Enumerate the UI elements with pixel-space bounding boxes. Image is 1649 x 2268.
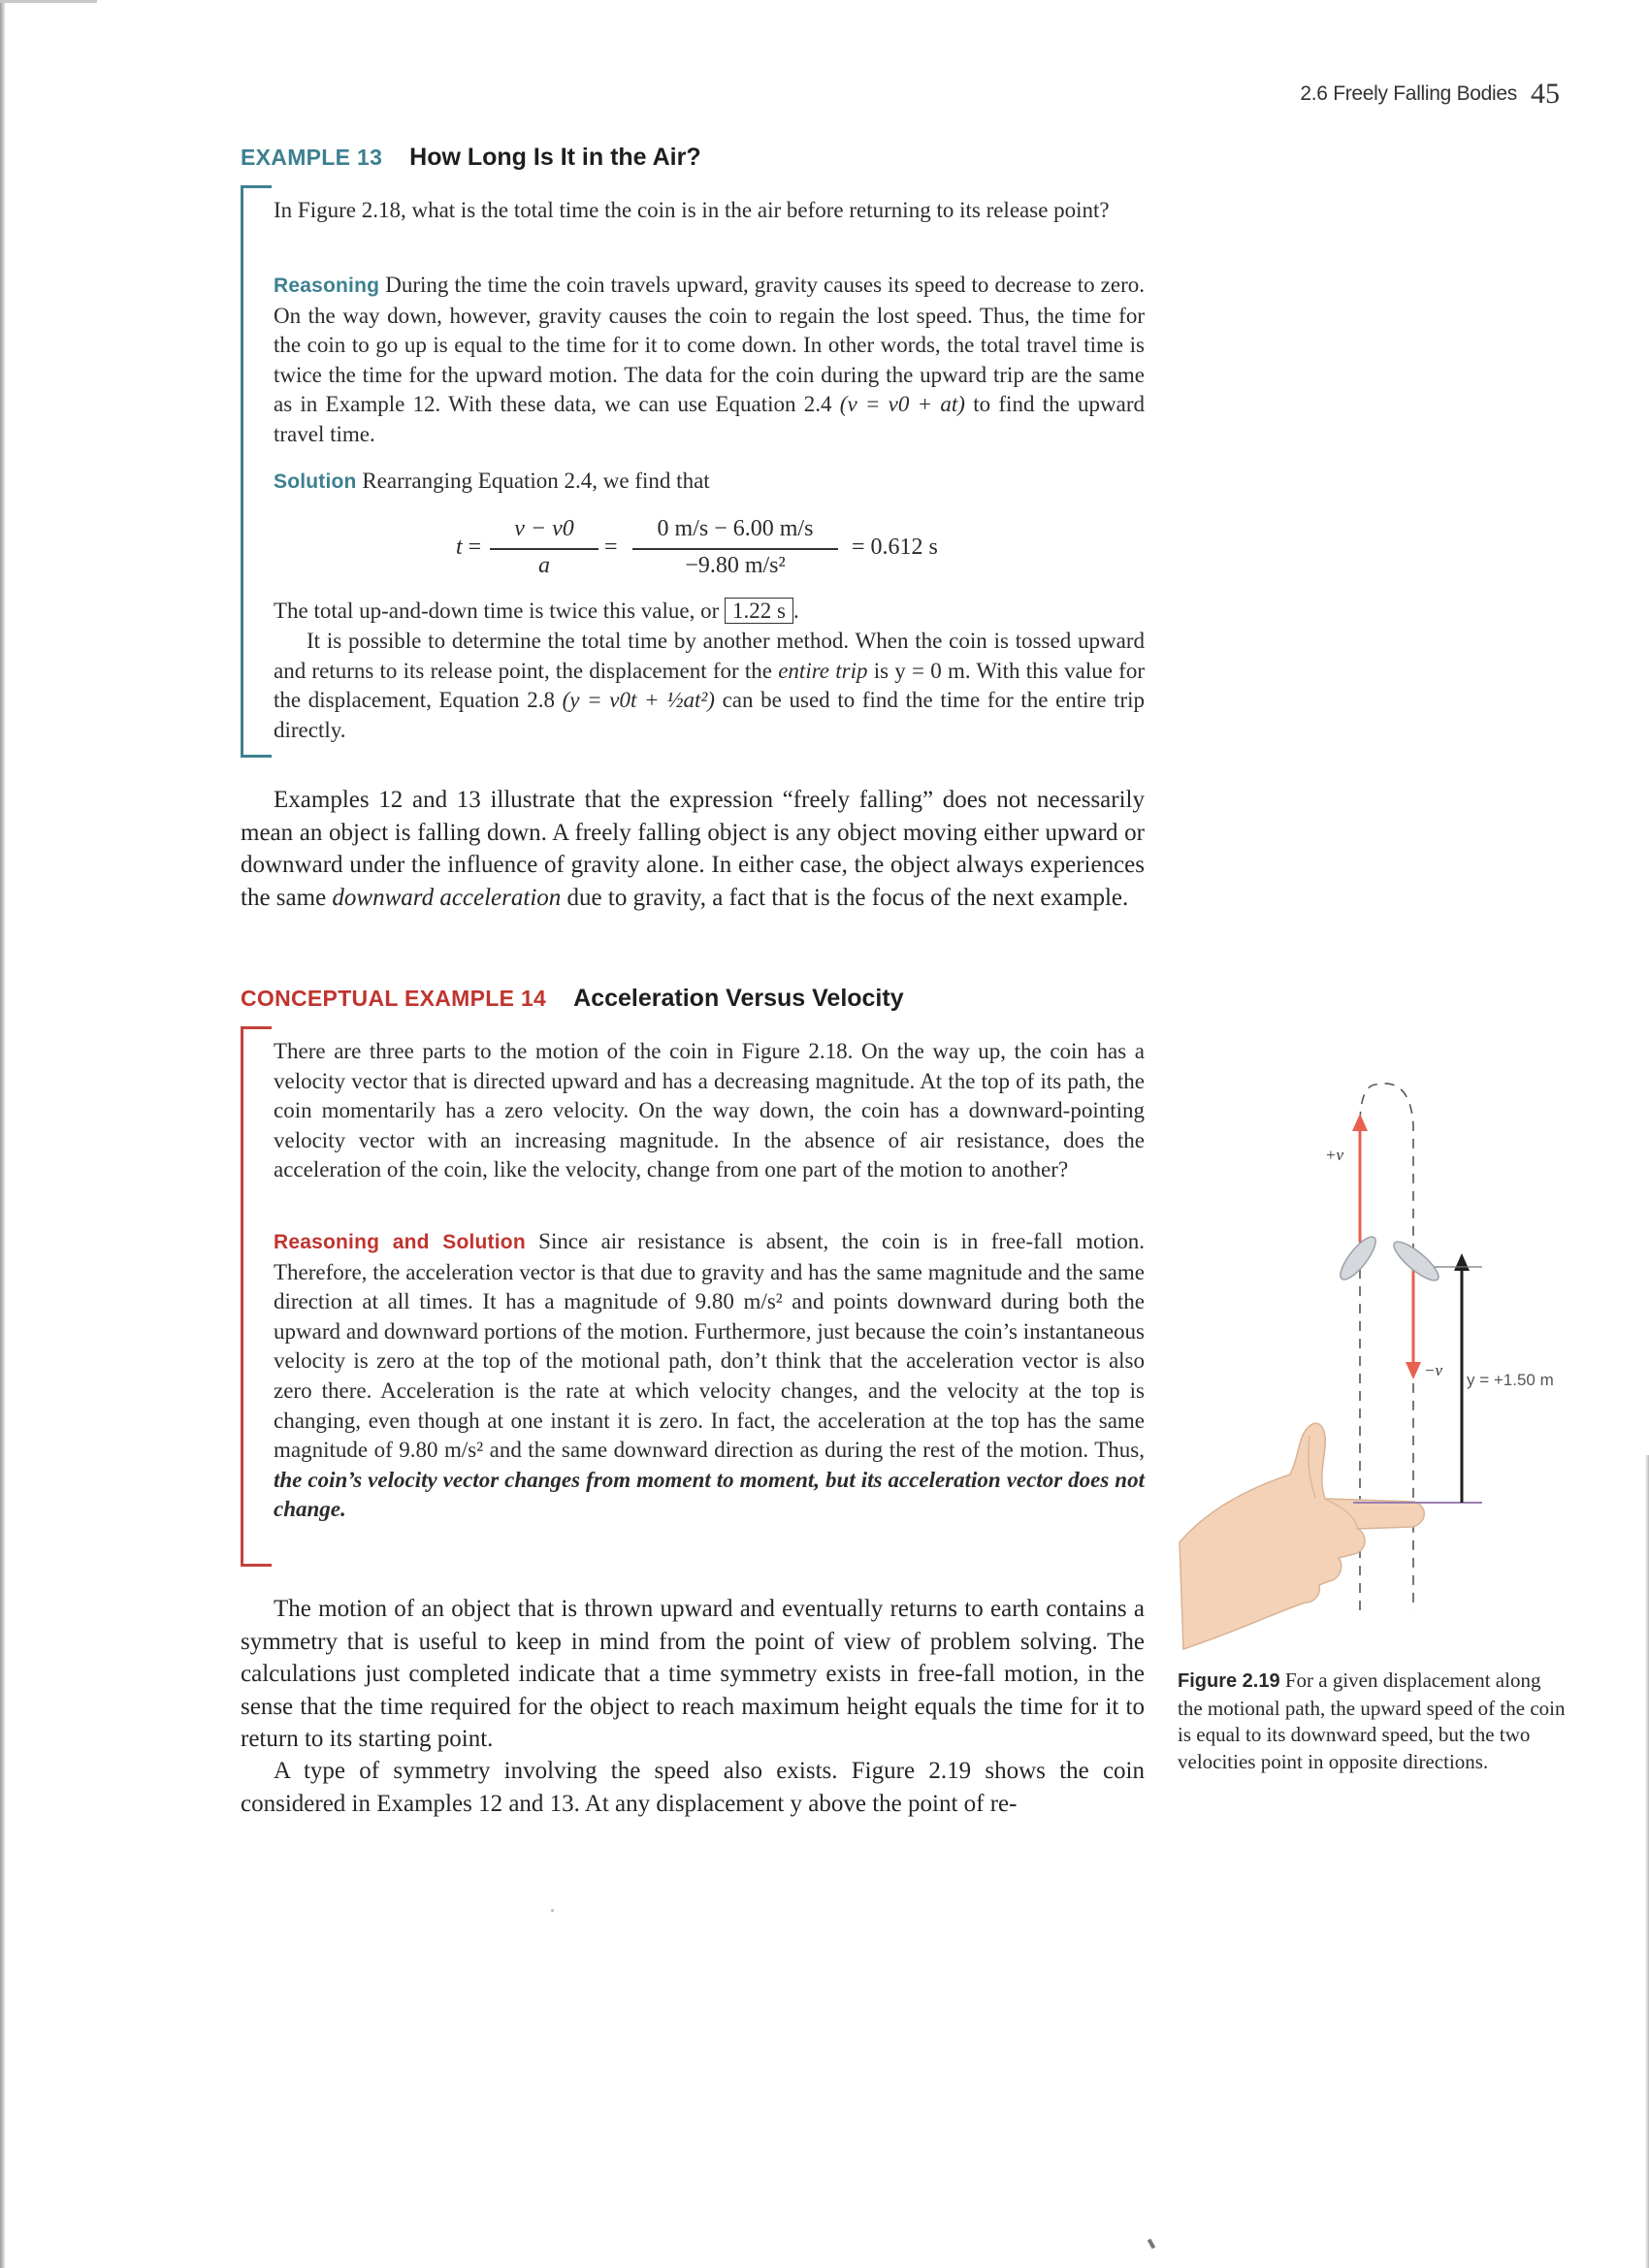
- example13-question: In Figure 2.18, what is the total time the coin is in the air before returning to its release point?: [274, 198, 1110, 222]
- eq-fraction-bar-2: [632, 548, 838, 550]
- scan-edge-right: [1645, 1455, 1649, 2268]
- reasoning-equation: (v = v0 + at): [839, 392, 965, 417]
- coin-downward: [1389, 1236, 1443, 1285]
- equation-2-8: (y = v0t + ½at²): [562, 688, 715, 713]
- scan-speck: [551, 1909, 554, 1912]
- upward-velocity-label: +v: [1325, 1146, 1344, 1164]
- example14-bracket-left: [241, 1026, 243, 1567]
- displacement-label: y = +1.50 m: [1467, 1371, 1554, 1389]
- scan-edge-left: [0, 0, 5, 2268]
- reasoning-label: Reasoning: [274, 275, 380, 297]
- scan-speck: [1148, 2239, 1155, 2250]
- page-number: 45: [1531, 78, 1560, 110]
- example13-label: EXAMPLE 13: [241, 145, 383, 170]
- body-paragraph-2: The motion of an object that is thrown upward and eventually returns to earth contains a symmetry that is useful to keep in mind from the point of view of problem solving. The calculations just completed indicate that a time symmetry exists in free-fall motion, in the sense that the time required for the object to reach maximum height equals the time for it to return to its starting point.: [241, 1596, 1145, 1752]
- motional-path: [1360, 1084, 1413, 1610]
- eq-den2: −9.80 m/s²: [685, 553, 786, 578]
- reasoning-solution-label: Reasoning and Solution: [274, 1231, 526, 1253]
- example14-reasoning-solution: [274, 1227, 1145, 1525]
- answer-box: 1.22 s: [725, 598, 793, 624]
- total-text: The total up-and-down time is twice this value, or: [274, 599, 720, 623]
- example14-heading: [241, 985, 904, 1013]
- figure-caption-label: Figure 2.19: [1178, 1670, 1280, 1692]
- eq-fraction-bar-1: [490, 548, 598, 550]
- eq-num2: 0 m/s − 6.00 m/s: [657, 516, 814, 541]
- example13-bracket-bottom: [241, 755, 272, 758]
- running-head: [1300, 78, 1560, 111]
- eq-result: = 0.612 s: [852, 535, 938, 560]
- reasoning-end: to find the upward travel time.: [274, 392, 1146, 446]
- example13-solution: [274, 467, 1145, 498]
- example13-total: The total up-and-down time is twice this value, or 1.22 s .: [274, 599, 799, 623]
- example13-bracket-top: [241, 185, 272, 188]
- eq-lhs: t =: [456, 535, 482, 560]
- reasoning-text: During the time the coin travels upward, gravity causes its speed to decrease to zero. On the way down, however, gravity causes the coin to regain the lost speed. Thus, the time for the coin to go up is equal to the time for it to come down. In other words, the total travel time is twice the time for the upward motion. The data for the coin during the upward trip are the same as in Example 12. With these data, we can use Equation 2.4: [274, 273, 1146, 417]
- figure-2-19: [1174, 1067, 1562, 1669]
- example14-bracket-bottom: [241, 1564, 272, 1567]
- example13-bracket-left: [241, 185, 243, 758]
- reasoning-solution-text: Since air resistance is absent, the coin is in free-fall motion. Therefore, the acceleration vector is that due to gravity and has the same magnitude and the same direction at all times. It has a magnitude of 9.80 m/s² and points downward during both the upward and downward portions of the motion. Furthermore, just because the coin’s instantaneous velocity is zero at the top of the motional path, don’t think that the acceleration vector is also zero there. Acceleration is the rate at which velocity changes, and the velocity at the top is changing, even though at one instant it is zero. In fact, the acceleration at the top has the same magnitude of 9.80 m/s² and the same downward direction as during the rest of the motion. Thus,: [274, 1229, 1146, 1463]
- solution-text: Rearranging Equation 2.4, we find that: [362, 469, 710, 493]
- downward-acceleration-emphasis: downward acceleration: [332, 884, 562, 911]
- reasoning-solution-conclusion: the coin’s velocity vector changes from moment to moment, but its acceleration vector does not change.: [274, 1467, 1145, 1522]
- solution-label: Solution: [274, 470, 357, 493]
- eq-num1: v − v0: [514, 516, 574, 541]
- body-paragraph-3: A type of symmetry involving the speed also exists. Figure 2.19 shows the coin considered in Examples 12 and 13. At any displacement y above the point of re-: [241, 1758, 1145, 1817]
- example14-label: CONCEPTUAL EXAMPLE 14: [241, 986, 547, 1011]
- eq-den1: a: [538, 553, 550, 578]
- scan-edge-top: [0, 0, 97, 3]
- downward-velocity-label: −v: [1424, 1361, 1443, 1379]
- example13-heading: [241, 144, 701, 172]
- coin-upward: [1335, 1232, 1380, 1284]
- example13-alternate-method: It is possible to determine the total time by another method. When the coin is tossed upward and returns to its release point, the displacement for the entire trip is y = 0 m. With this value for the displacement, Equation 2.8 (y = v0t + ½at²) can be used to find the time for the entire trip directly.: [274, 629, 1146, 742]
- figure-caption: [1178, 1668, 1569, 1775]
- entire-trip-emphasis: entire trip: [778, 658, 868, 683]
- upward-velocity-arrow: [1352, 1114, 1368, 1242]
- example13-reasoning: [274, 271, 1145, 450]
- example14-question: There are three parts to the motion of the coin in Figure 2.18. On the way up, the coin has a velocity vector that is directed upward and has a decreasing magnitude. At the top of its path, the coin momentarily has a zero velocity. On the way down, the coin has a downward-pointing velocity vector with an increasing magnitude. In the absence of air resistance, does the acceleration of the coin, like the velocity, change from one part of the motion to another?: [274, 1039, 1145, 1183]
- figure-caption-text: For a given displacement along the motional path, the upward speed of the coin is equal to its downward speed, but the two velocities point in opposite directions.: [1178, 1669, 1566, 1773]
- section-title: 2.6 Freely Falling Bodies: [1300, 82, 1517, 105]
- example14-bracket-top: [241, 1026, 272, 1029]
- example13-title: How Long Is It in the Air?: [409, 144, 701, 171]
- body-paragraph-1: Examples 12 and 13 illustrate that the expression “freely falling” does not necessarily mean an object is falling down. A freely falling object is any object moving either upward or downward under the influence of gravity alone. In either case, the object always experiences the same downward acceleration due to gravity, a fact that is the focus of the next example.: [241, 787, 1145, 911]
- example14-title: Acceleration Versus Velocity: [573, 985, 904, 1012]
- eq-equals-2: =: [604, 535, 618, 560]
- hand-illustration: [1180, 1423, 1424, 1649]
